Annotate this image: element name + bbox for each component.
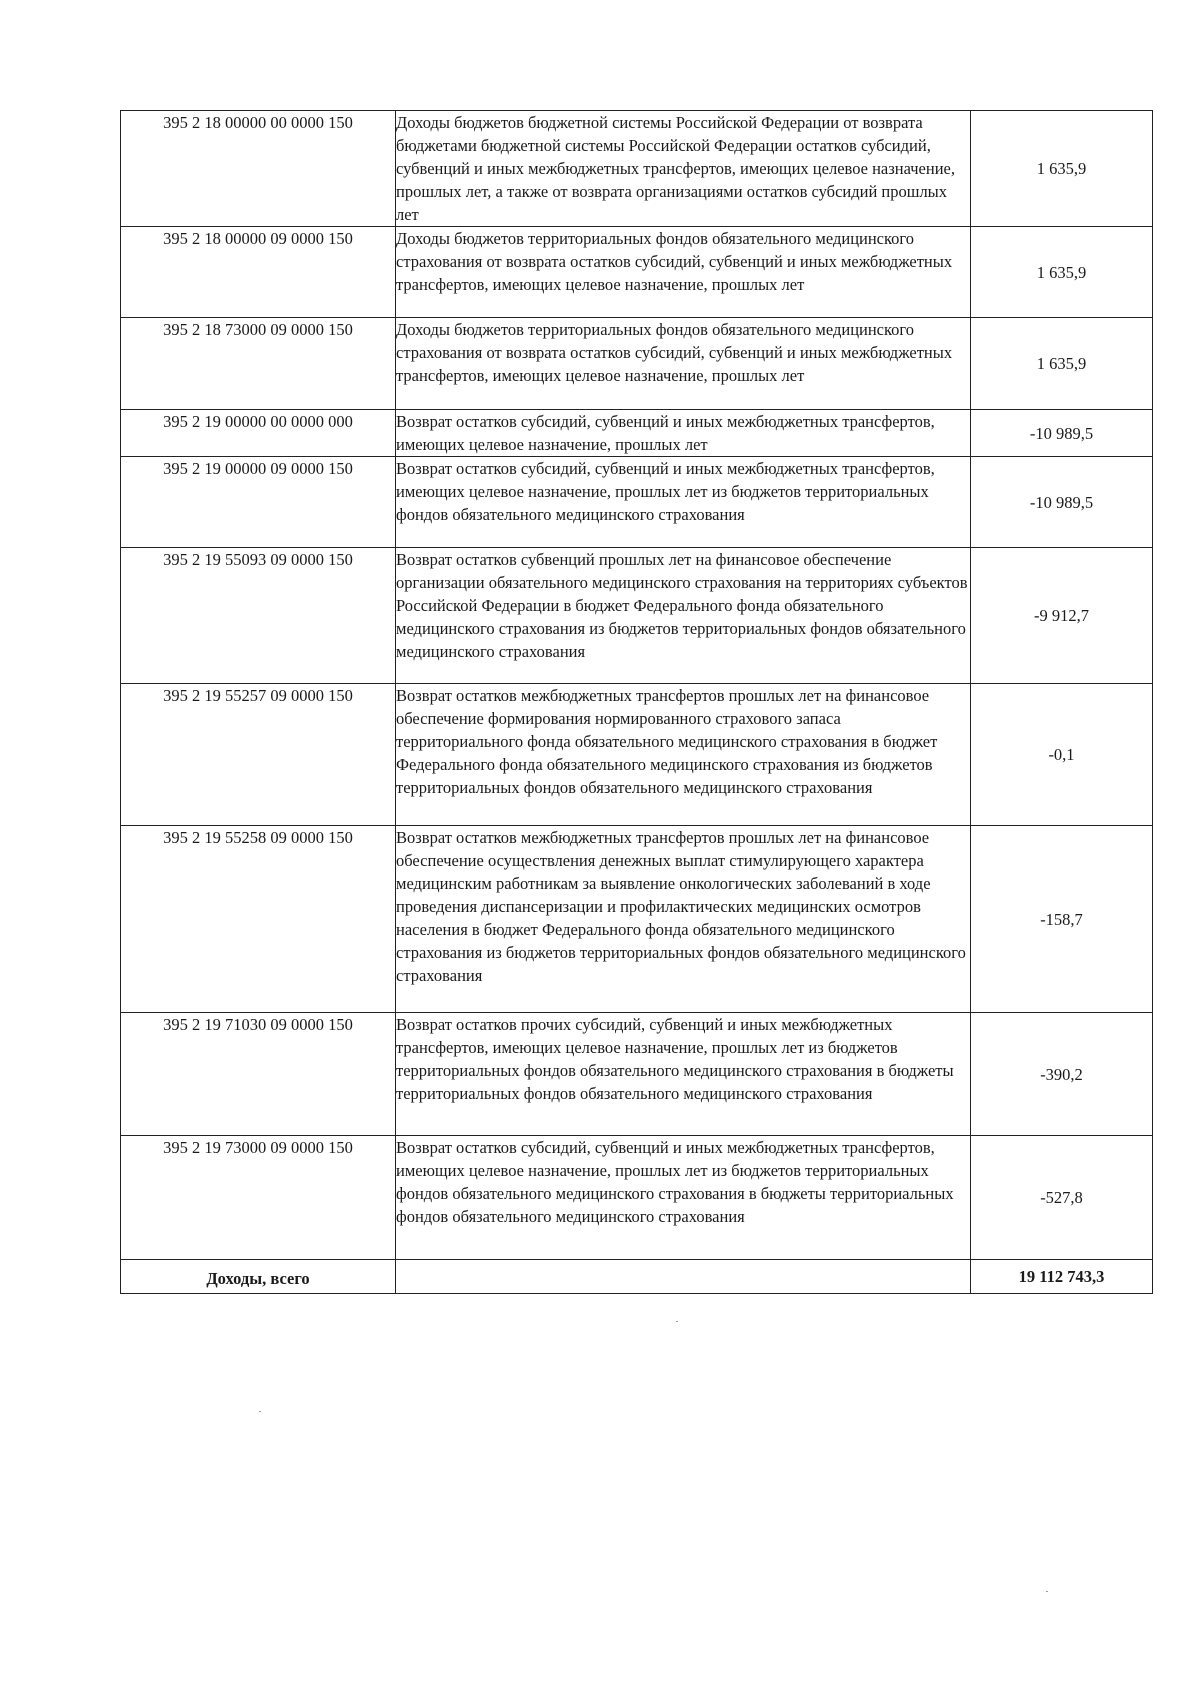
row-amount: 1 635,9: [971, 227, 1153, 318]
row-description: Возврат остатков субсидий, субвенций и иных межбюджетных трансфертов, имеющих целевое назначение, прошлых лет из бюджетов территориальных фондов обязательного медицинского страхования: [396, 457, 971, 548]
row-amount: 1 635,9: [971, 111, 1153, 227]
total-row: [121, 1260, 1153, 1294]
budget-code: 395 2 18 00000 09 0000 150: [121, 227, 396, 318]
row-amount: -10 989,5: [971, 410, 1153, 457]
row-amount: -158,7: [971, 826, 1153, 1013]
row-amount: -9 912,7: [971, 548, 1153, 684]
table-row: [121, 684, 1153, 826]
scan-speck: [676, 1321, 678, 1322]
total-amount: 19 112 743,3: [971, 1260, 1153, 1294]
row-description: Возврат остатков межбюджетных трансфертов прошлых лет на финансовое обеспечение формирования нормированного страхового запаса территориального фонда обязательного медицинского страхования в бюджет Федерального фонда обязательного медицинского страхования из бюджетов территориальных фондов обязательного медицинского страхования: [396, 684, 971, 826]
table-row: [121, 548, 1153, 684]
row-amount: -10 989,5: [971, 457, 1153, 548]
budget-code: 395 2 19 00000 00 0000 000: [121, 410, 396, 457]
scan-speck: [1046, 1591, 1048, 1592]
table-row: [121, 1136, 1153, 1260]
row-description: Доходы бюджетов бюджетной системы Российской Федерации от возврата бюджетами бюджетной системы Российской Федерации остатков субсидий, субвенций и иных межбюджетных трансфертов, имеющих целевое назначение, прошлых лет, а также от возврата организациями остатков субсидий прошлых лет: [396, 111, 971, 227]
row-amount: -390,2: [971, 1013, 1153, 1136]
budget-code: 395 2 19 55258 09 0000 150: [121, 826, 396, 1013]
budget-code: 395 2 18 00000 00 0000 150: [121, 111, 396, 227]
table-row: [121, 111, 1153, 227]
table-row: [121, 318, 1153, 410]
row-description: Доходы бюджетов территориальных фондов обязательного медицинского страхования от возврата остатков субсидий, субвенций и иных межбюджетных трансфертов, имеющих целевое назначение, прошлых лет: [396, 318, 971, 410]
row-description: Возврат остатков межбюджетных трансфертов прошлых лет на финансовое обеспечение осуществления денежных выплат стимулирующего характера медицинским работникам за выявление онкологических заболеваний в ходе проведения диспансеризации и профилактических медицинских осмотров населения в бюджет Федерального фонда обязательного медицинского страхования из бюджетов территориальных фондов обязательного медицинского страхования: [396, 826, 971, 1013]
row-description: Возврат остатков прочих субсидий, субвенций и иных межбюджетных трансфертов, имеющих целевое назначение, прошлых лет из бюджетов территориальных фондов обязательного медицинского страхования в бюджеты территориальных фондов обязательного медицинского страхования: [396, 1013, 971, 1136]
budget-code: 395 2 19 71030 09 0000 150: [121, 1013, 396, 1136]
row-description: Возврат остатков субсидий, субвенций и иных межбюджетных трансфертов, имеющих целевое назначение, прошлых лет из бюджетов территориальных фондов обязательного медицинского страхования в бюджеты территориальных фондов обязательного медицинского страхования: [396, 1136, 971, 1260]
row-description: Возврат остатков субсидий, субвенций и иных межбюджетных трансфертов, имеющих целевое назначение, прошлых лет: [396, 410, 971, 457]
revenue-table: [120, 110, 1153, 1294]
row-amount: -527,8: [971, 1136, 1153, 1260]
scan-speck: [259, 1411, 261, 1412]
table-row: [121, 1013, 1153, 1136]
table-row: [121, 227, 1153, 318]
table-row: [121, 457, 1153, 548]
table-row: [121, 826, 1153, 1013]
total-label: Доходы, всего: [121, 1260, 396, 1294]
row-amount: -0,1: [971, 684, 1153, 826]
row-description: Возврат остатков субвенций прошлых лет на финансовое обеспечение организации обязательного медицинского страхования на территориях субъектов Российской Федерации в бюджет Федерального фонда обязательного медицинского страхования из бюджетов территориальных фондов обязательного медицинского страхования: [396, 548, 971, 684]
budget-code: 395 2 19 55257 09 0000 150: [121, 684, 396, 826]
table-row: [121, 410, 1153, 457]
row-description: Доходы бюджетов территориальных фондов обязательного медицинского страхования от возврата остатков субсидий, субвенций и иных межбюджетных трансфертов, имеющих целевое назначение, прошлых лет: [396, 227, 971, 318]
row-amount: 1 635,9: [971, 318, 1153, 410]
budget-code: 395 2 19 73000 09 0000 150: [121, 1136, 396, 1260]
budget-code: 395 2 19 55093 09 0000 150: [121, 548, 396, 684]
total-description: [396, 1260, 971, 1294]
budget-code: 395 2 19 00000 09 0000 150: [121, 457, 396, 548]
budget-code: 395 2 18 73000 09 0000 150: [121, 318, 396, 410]
